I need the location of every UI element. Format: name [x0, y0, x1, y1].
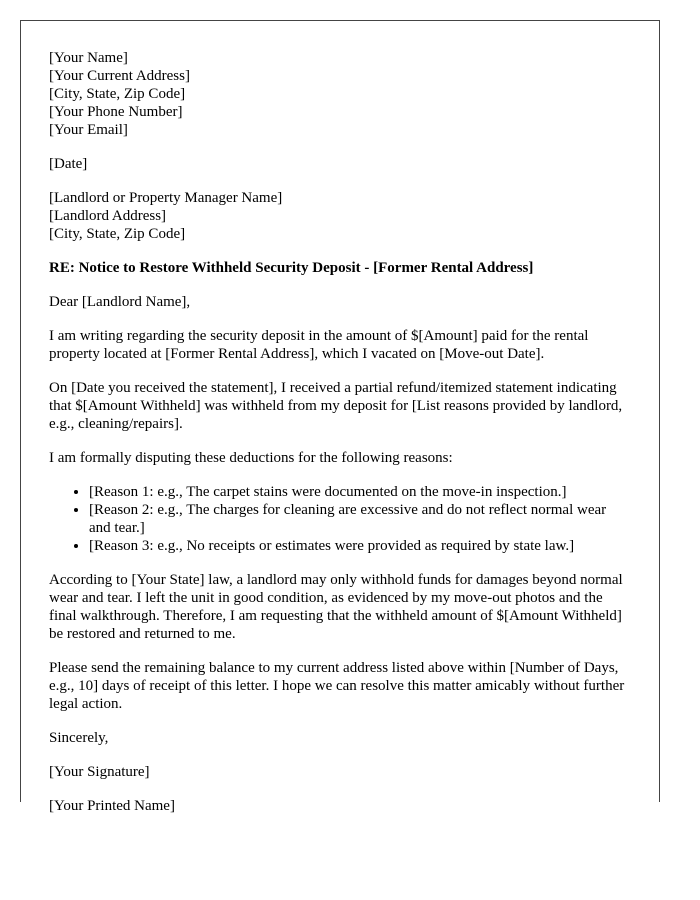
sender-city-state-zip: [City, State, Zip Code]: [49, 86, 186, 102]
paragraph-deposit: I am writing regarding the security deposit in the amount of $[Amount] paid for the rental property located at [Former Rental Address], which I vacated on [Move-out Date].: [49, 328, 589, 362]
paragraph-law: According to [Your State] law, a landlord may only withhold funds for damages beyond normal wear and tear. I left the unit in good condition, as evidenced by my move-out photos and the final walkthrough. Therefore, I am requesting that the withheld amount of $[Amount Withheld] be restored and returned to me.: [49, 572, 623, 642]
signature: [Your Signature]: [49, 764, 150, 780]
paragraph-request: Please send the remaining balance to my current address listed above within [Number of Days, e.g., 10] days of receipt of this letter. I hope we can resolve this matter amicably without further legal action.: [49, 660, 625, 712]
signoff: Sincerely,: [49, 730, 109, 746]
reason-item: • [Reason 3: e.g., No receipts or estimates were provided as required by state law.]: [89, 537, 629, 555]
reason-item: • [Reason 2: e.g., The charges for cleaning are excessive and do not reflect normal wear and tear.]: [89, 501, 629, 537]
sender-address: [Your Current Address]: [49, 68, 190, 84]
reasons-list: [49, 483, 629, 555]
salutation: Dear [Landlord Name],: [49, 294, 191, 310]
date-block: [49, 155, 629, 173]
sender-phone: [Your Phone Number]: [49, 104, 183, 120]
reason-item: • [Reason 1: e.g., The carpet stains were documented on the move-in inspection.]: [89, 483, 629, 501]
paragraph-statement: On [Date you received the statement], I received a partial refund/itemized statement indicating that $[Amount Withheld] was withheld from my deposit for [List reasons provided by landlord, e.g., cleaning/repairs].: [49, 380, 623, 432]
recipient-block: [49, 189, 629, 243]
paragraph-dispute: I am formally disputing these deductions for the following reasons:: [49, 450, 453, 466]
subject-line: RE: Notice to Restore Withheld Security Deposit - [Former Rental Address]: [49, 260, 534, 276]
recipient-name: [Landlord or Property Manager Name]: [49, 190, 283, 206]
sender-email: [Your Email]: [49, 122, 128, 138]
letter-page: [20, 20, 660, 814]
letter-date: [Date]: [49, 156, 88, 172]
recipient-city-state-zip: [City, State, Zip Code]: [49, 226, 186, 242]
sender-name: [Your Name]: [49, 50, 128, 66]
recipient-address: [Landlord Address]: [49, 208, 167, 224]
printed-name: [Your Printed Name]: [49, 798, 175, 814]
sender-block: [49, 49, 629, 139]
letter-body: [49, 49, 629, 831]
